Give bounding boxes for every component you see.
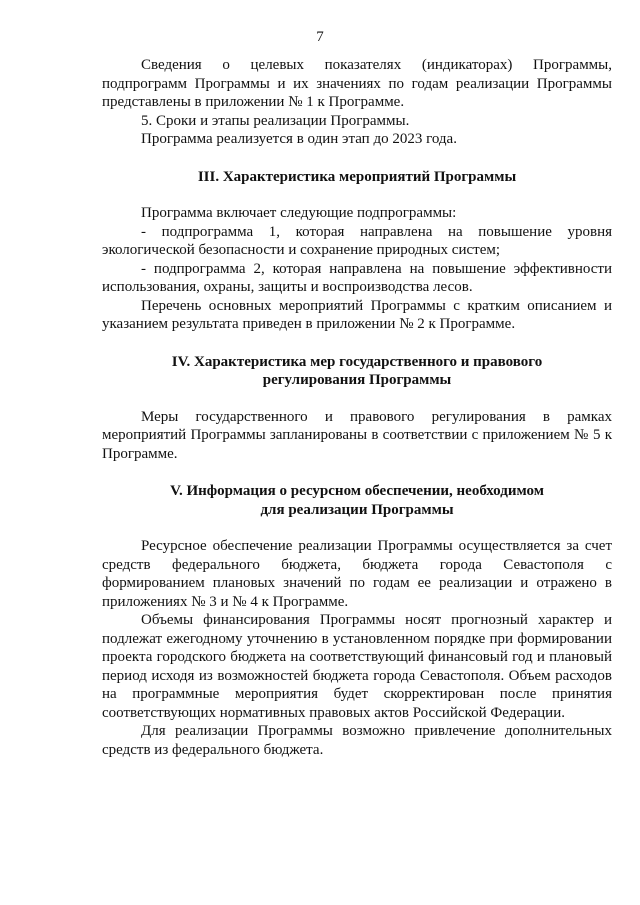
paragraph-subprogram-1: - подпрограмма 1, которая направлена на повышение уровня экологической безопасности и сохранение природных систем; (102, 223, 612, 258)
document-body (102, 56, 612, 759)
paragraph-activities-list: Перечень основных мероприятий Программы с кратким описанием и указанием результата приведен в приложении № 2 к Программе. (102, 297, 612, 332)
paragraph-stages: Программа реализуется в один этап до 2023 года. (141, 131, 457, 147)
section-heading-5-line2: для реализации Программы (260, 501, 454, 518)
section-heading-5-line1: V. Информация о ресурсном обеспечении, необходимом (170, 483, 544, 499)
paragraph-subprograms-intro: Программа включает следующие подпрограммы: (141, 205, 457, 221)
section-heading-5 (102, 482, 612, 519)
paragraph-regulation: Меры государственного и правового регулирования в рамках мероприятий Программы запланированы в соответствии с приложением № 5 к Программе. (102, 408, 612, 462)
page-number: 7 (316, 29, 324, 45)
paragraph-subprogram-2: - подпрограмма 2, которая направлена на повышение эффективности использования, охраны, защиты и воспроизводства лесов. (102, 260, 612, 295)
paragraph-financing: Объемы финансирования Программы носят прогнозный характер и подлежат ежегодному уточнению в установленном порядке при формировании проекта городского бюджета на соответствующий финансовый год и плановый период исходя из возможностей бюджета города Севастополя. Объем расходов на программные мероприятия будет скорректирован после принятия соответствующих нормативных правовых актов Российской Федерации. (102, 612, 612, 721)
section-heading-3: III. Характеристика мероприятий Программы (197, 168, 517, 185)
section-heading-4-line2: регулирования Программы (262, 372, 452, 388)
section-heading-4 (102, 353, 612, 390)
paragraph-indicators: Сведения о целевых показателях (индикаторах) Программы, подпрограмм Программы и их значениях по годам реализации Программы представлены в приложении № 1 к Программе. (102, 57, 612, 110)
paragraph-resources: Ресурсное обеспечение реализации Программы осуществляется за счет средств федерального бюджета, бюджета города Севастополя с формированием плановых значений по годам ее реализации и отражено в приложениях № 3 и № 4 к Программе. (102, 538, 612, 610)
paragraph-stages-heading: 5. Сроки и этапы реализации Программы. (141, 112, 410, 129)
paragraph-additional-funds: Для реализации Программы возможно привлечение дополнительных средств из федерального бюджета. (102, 723, 612, 758)
section-heading-4-line1: IV. Характеристика мер государственного и правового (171, 353, 543, 370)
